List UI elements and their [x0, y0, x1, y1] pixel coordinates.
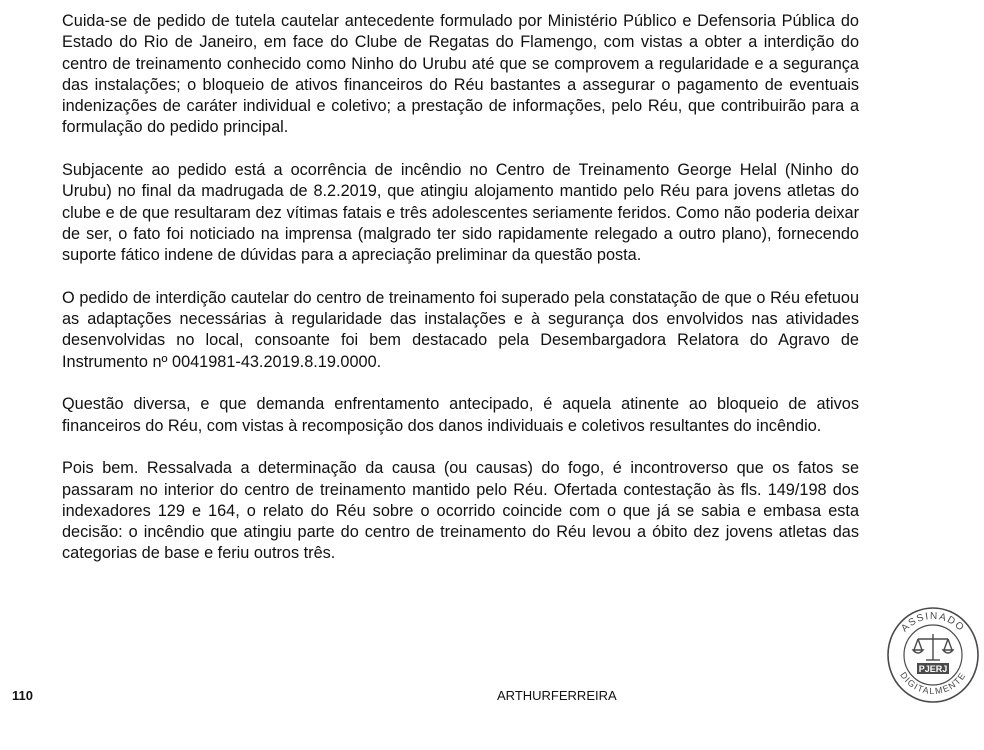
scales-of-justice-icon [913, 634, 953, 660]
seal-center-text: PJERJ [918, 664, 948, 674]
digital-signature-seal-icon [886, 606, 980, 704]
seal-top-text: ASSINADO [899, 610, 967, 635]
seal-bottom-text: DIGITALMENTE [898, 670, 968, 697]
paragraph-2: Subjacente ao pedido está a ocorrência de incêndio no Centro de Treinamento George Helal (Ninho do Urubu) no final da madrugada de 8.2.2019, que atingiu alojamento mantido pelo Réu para jovens atletas do clube e de que resultaram dez vítimas fatais e três adolescentes seriamente feridos. Como não poderia deixar de ser, o fato foi noticiado na imprensa (malgrado ter sido rapidamente relegado a outro plano), fornecendo suporte fático indene de dúvidas para a apreciação preliminar da questão posta. [62, 161, 859, 265]
author-name: ARTHURFERREIRA [497, 688, 617, 703]
paragraph-4: Questão diversa, e que demanda enfrentamento antecipado, é aquela atinente ao bloqueio de ativos financeiros do Réu, com vistas à recomposição dos danos individuais e coletivos resultantes do incêndio. [62, 395, 859, 435]
paragraph-1: Cuida-se de pedido de tutela cautelar antecedente formulado por Ministério Público e Defensoria Pública do Estado do Rio de Janeiro, em face do Clube de Regatas do Flamengo, com vistas a obter a interdição do centro de treinamento conhecido como Ninho do Urubu até que se comprovem a regularidade e a segurança das instalações; o bloqueio de ativos financeiros do Réu bastantes a assegurar o pagamento de eventuais indenizações de caráter individual e coletivo; a prestação de informações, pelo Réu, que contribuirão para a formulação do pedido principal. [62, 12, 859, 137]
document-body [62, 11, 859, 586]
paragraph-5: Pois bem. Ressalvada a determinação da causa (ou causas) do fogo, é incontroverso que os fatos se passaram no interior do centro de treinamento mantido pelo Réu. Ofertada contestação às fls. 149/198 dos indexadores 129 e 164, o relato do Réu sobre o ocorrido coincide com o que já se sabia e embasa esta decisão: o incêndio que atingiu parte do centro de treinamento do Réu levou a óbito dez jovens atletas das categorias de base e feriu outros três. [62, 459, 859, 563]
svg-text:DIGITALMENTE [898, 670, 968, 696]
paragraph-3: O pedido de interdição cautelar do centro de treinamento foi superado pela constatação de que o Réu efetuou as adaptações necessárias à regularidade das instalações e à segurança dos envolvidos nas atividades desenvolvidas no local, consoante foi bem destacado pela Desembargadora Relatora do Agravo de Instrumento nº 0041981-43.2019.8.19.0000. [62, 288, 859, 371]
page-number: 110 [12, 688, 33, 703]
